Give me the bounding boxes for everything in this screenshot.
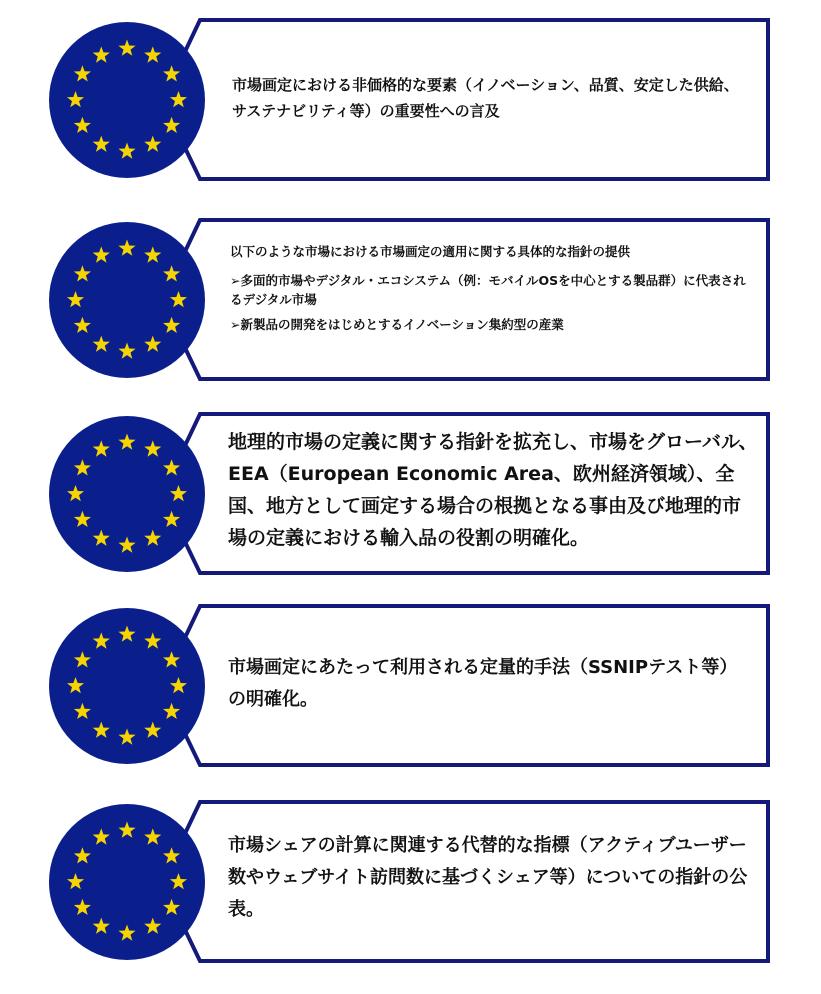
item-text-block <box>230 242 760 334</box>
item-text: 市場シェアの計算に関連する代替的な指標（アクティブユーザー数やウェブサイト訪問数に基づくシェア等）についての指針の公表。 <box>228 835 748 920</box>
item-text: 市場画定における非価格的な要素（イノベーション、品質、安定した供給、サステナビリティ等）の重要性への言及 <box>232 76 739 120</box>
eu-flag-icon <box>49 222 205 378</box>
eu-item-3 <box>0 412 821 577</box>
eu-item-2 <box>0 218 821 383</box>
item-heading: 以下のような市場における市場画定の適用に関する具体的な指針の提供 <box>230 244 631 259</box>
item-text: 地理的市場の定義に関する指針を拡充し、市場をグローバル、EEA（European Economic Area、欧州経済領域）、全国、地方として画定する場合の根拠となる事由及び地理的市場の定義における輸入品の役割の明確化。 <box>228 431 758 549</box>
eu-flag-icon <box>49 22 205 178</box>
item-text: 市場画定にあたって利用される定量的手法（SSNIPテスト等）の明確化。 <box>228 657 738 710</box>
eu-flag-icon <box>49 608 205 764</box>
eu-item-4 <box>0 604 821 769</box>
bullet-item: ➢多面的市場やデジタル・エコシステム（例：モバイルOSを中心とする製品群）に代表されるデジタル市場 <box>230 273 746 307</box>
eu-flag-icon <box>49 804 205 960</box>
eu-flag-icon <box>49 416 205 572</box>
eu-item-1 <box>0 18 821 183</box>
eu-item-5 <box>0 800 821 965</box>
bullet-item: ➢新製品の開発をはじめとするイノベーション集約型の産業 <box>230 317 564 332</box>
